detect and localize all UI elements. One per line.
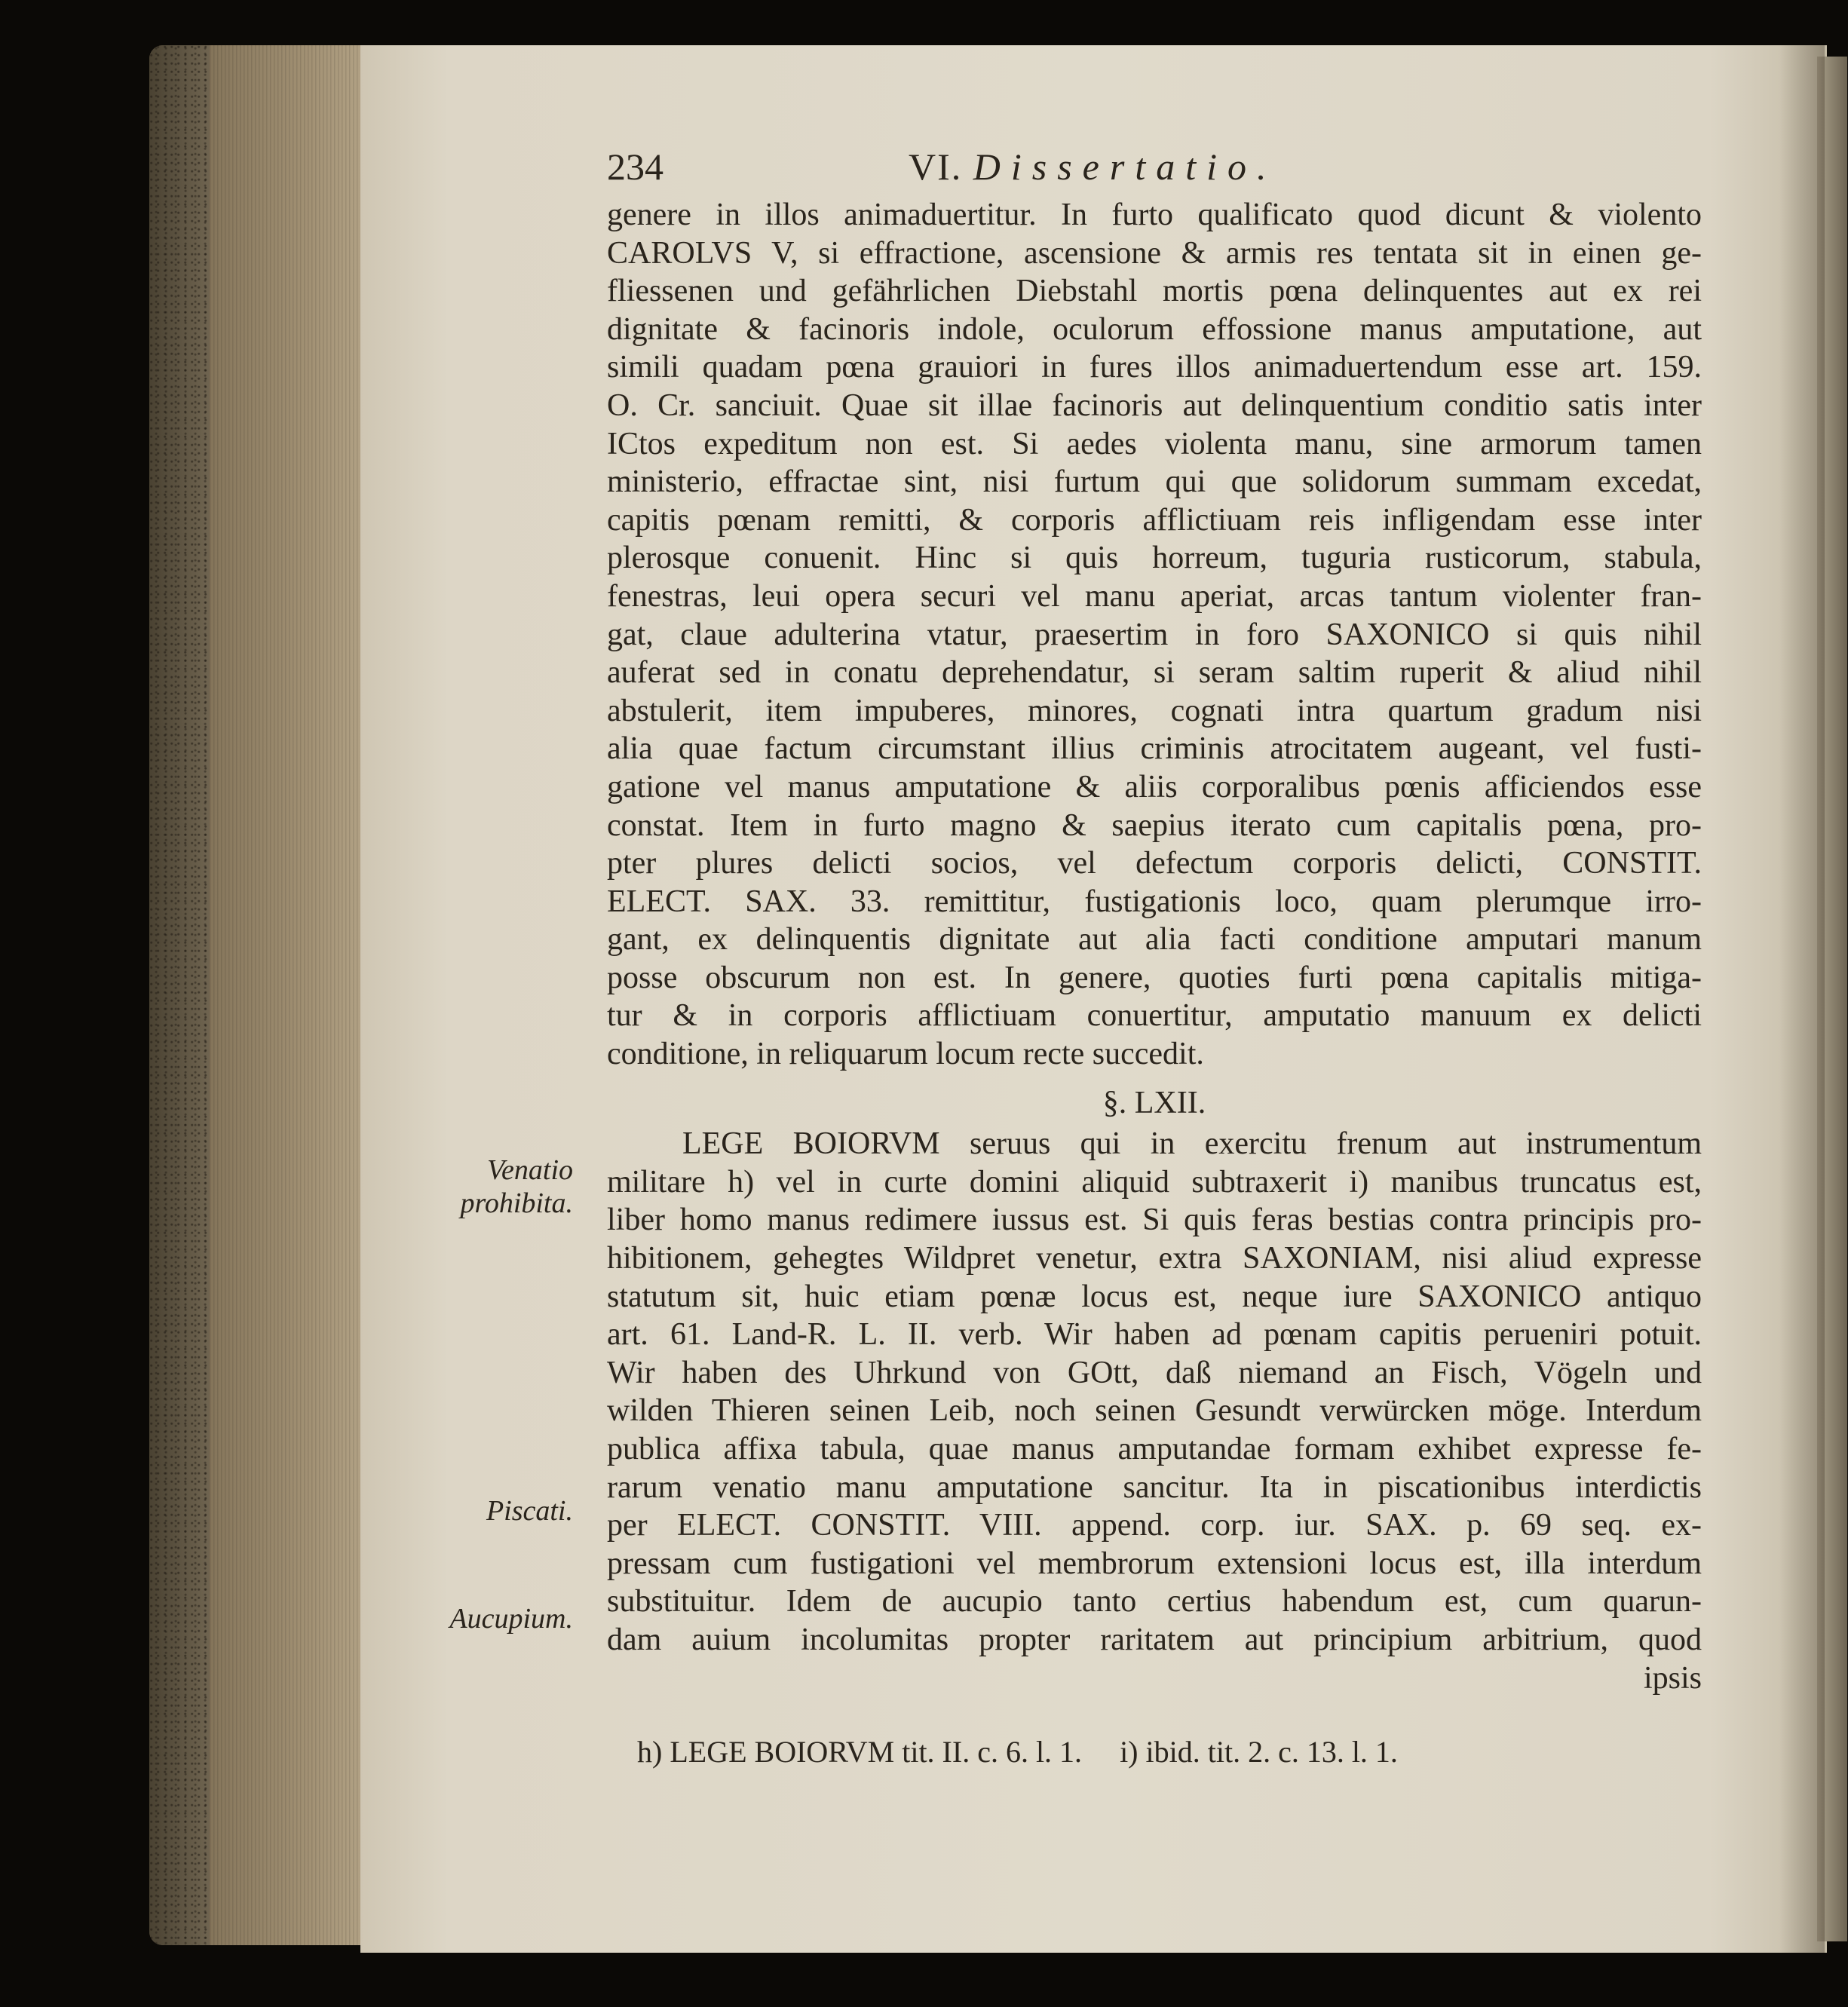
text-line: liber homo manus redimere iussus est. Si quis feras bestias contra principis pro- <box>607 1203 1702 1238</box>
text-line: publica affixa tabula, quae manus amputandae formam exhibet expresse fe- <box>607 1432 1702 1466</box>
text-line: Wir haben des Uhrkund von GOtt, daß niemand an Fisch, Vögeln und <box>607 1355 1702 1390</box>
text-line: fliessenen und gefährlichen Diebstahl mortis pœna delinquentes aut ex rei <box>607 274 1702 309</box>
text-line: plerosque conuenit. Hinc si quis horreum, tuguria rusticorum, stabula, <box>607 541 1702 576</box>
text-line: dam auium incolumitas propter raritatem aut principium arbitrium, quod <box>607 1622 1702 1657</box>
text-line: posse obscurum non est. In genere, quoties furti pœna capitalis mitiga- <box>607 960 1702 995</box>
running-head <box>607 145 1702 190</box>
margin-note-piscati: Piscati. <box>486 1495 573 1527</box>
text-line: gat, claue adulterina vtatur, praesertim in foro SAXONICO si quis nihil <box>607 617 1702 652</box>
body-text <box>607 196 1702 1697</box>
text-line: hibitionem, gehegtes Wildpret venetur, extra SAXONIAM, nisi aliud expresse <box>607 1241 1702 1276</box>
text-line: statutum sit, huic etiam pœnæ locus est, neque iure SAXONICO antiquo <box>607 1279 1702 1314</box>
text-line: LEGE BOIORVM seruus qui in exercitu frenum aut instrumentum <box>682 1126 1702 1162</box>
text-line: tur & in corporis afflictiuam conuertitur, amputatio manuum ex delicti <box>607 998 1702 1034</box>
text-line: ministerio, effractae sint, nisi furtum qui que solidorum summam excedat, <box>607 464 1702 500</box>
footnote-i: i) ibid. tit. 2. c. 13. l. 1. <box>1120 1735 1398 1769</box>
footnote-h: h) LEGE BOIORVM tit. II. c. 6. l. 1. <box>637 1735 1083 1769</box>
running-title-roman: VI. <box>909 146 963 188</box>
text-line: substituitur. Idem de aucupio tanto certius habendum est, cum quarun- <box>607 1584 1702 1619</box>
text-line: simili quadam pœna grauiori in fures illos animaduertendum esse art. 159. <box>607 350 1702 385</box>
text-line: pter plures delicti socios, vel defectum corporis delicti, CONSTIT. <box>607 846 1702 881</box>
text-line: fenestras, leui opera securi vel manu aperiat, arcas tantum violenter fran- <box>607 578 1702 614</box>
text-line: constat. Item in furto magno & saepius iterato cum capitalis pœna, pro- <box>607 807 1702 843</box>
section-heading: §. LXII. <box>1102 1085 1206 1120</box>
gutter-shadow <box>1779 45 1825 1953</box>
text-line: art. 61. Land-R. L. II. verb. Wir haben ad pœnam capitis perueniri potuit. <box>607 1317 1702 1353</box>
text-line: rarum venatio manu amputatione sancitur. Ita in piscationibus interdictis <box>607 1469 1702 1505</box>
paragraph-1 <box>607 196 1702 1074</box>
text-line: ELECT. SAX. 33. remittitur, fustigationis loco, quam plerumque irro- <box>607 884 1702 919</box>
text-line: CAROLVS V, si effractione, ascensione & armis res tentata sit in einen ge- <box>607 235 1702 271</box>
text-line: gatione vel manus amputatione & aliis corporalibus pœnis afficiendos esse <box>607 769 1702 804</box>
text-line: auferat sed in conatu deprehendatur, si seram saltim ruperit & aliud nihil <box>607 655 1702 691</box>
text-line: gant, ex delinquentis dignitate aut alia facti conditione amputari manum <box>607 922 1702 958</box>
text-line: capitis pœnam remitti, & corporis afflictiuam reis infligendam esse inter <box>607 502 1702 538</box>
text-line: ICtos expeditum non est. Si aedes violenta manu, sine armorum tamen <box>607 426 1702 461</box>
book-edge-speckle <box>149 45 210 1945</box>
text-line: militare h) vel in curte domini aliquid subtraxerit i) manibus truncatus est, <box>607 1164 1702 1200</box>
footnotes <box>637 1734 1655 1770</box>
page-number: 234 <box>607 146 664 188</box>
text-line: wilden Thieren seinen Leib, noch seinen Gesundt verwürcken möge. Interdum <box>607 1393 1702 1429</box>
paragraph-2 <box>607 1125 1702 1163</box>
text-line: alia quae factum circumstant illius criminis atrocitatem augeant, vel fusti- <box>607 731 1702 767</box>
margin-note-venatio: Venatio prohibita. <box>460 1154 573 1219</box>
text-line: pressam cum fustigationi vel membrorum extensioni locus est, illa interdum <box>607 1546 1702 1581</box>
margin-note-aucupium: Aucupium. <box>449 1603 573 1635</box>
running-title <box>909 145 1277 188</box>
text-line: dignitate & facinoris indole, oculorum effossione manus amputatione, aut <box>607 311 1702 347</box>
paragraph-2-body <box>607 1163 1702 1697</box>
catchword: ipsis <box>1643 1660 1702 1696</box>
text-line: per ELECT. CONSTIT. VIII. append. corp. iur. SAX. p. 69 seq. ex- <box>607 1508 1702 1543</box>
text-line: abstulerit, item impuberes, minores, cognati intra quartum gradum nisi <box>607 693 1702 728</box>
running-title-word: Dissertatio. <box>973 146 1277 188</box>
text-line: conditione, in reliquarum locum recte succedit. <box>607 1037 1204 1072</box>
text-line: genere in illos animaduertitur. In furto qualificato quod dicunt & violento <box>607 198 1702 232</box>
text-line: O. Cr. sanciuit. Quae sit illae facinoris aut delinquentium conditio satis inter <box>607 388 1702 423</box>
